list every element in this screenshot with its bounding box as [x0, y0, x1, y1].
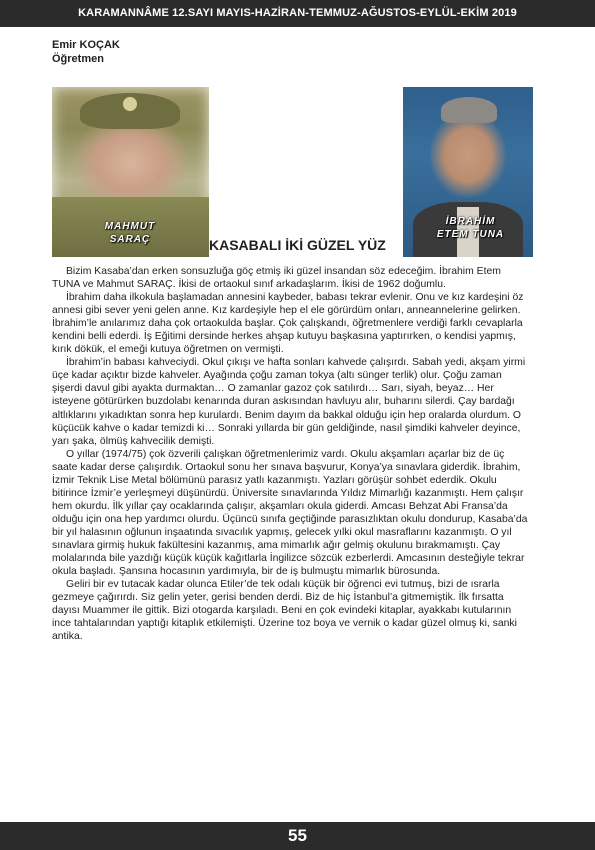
photo-mahmut-sarac: [52, 87, 209, 257]
caption-line: SARAÇ: [109, 234, 151, 245]
caption-line: ETEM TUNA: [436, 229, 505, 240]
caption-line: MAHMUT: [104, 221, 156, 232]
author-name: Emir KOÇAK: [52, 39, 120, 51]
author-role: Öğretmen: [52, 53, 104, 65]
paragraph: İbrahim’in babası kahveciydi. Okul çıkışı ve hafta sonları kahvede çalışırdı. Sabah yedi, akşam yirmi üçe kadar açıktır bizde kahveler. Ayağında çoğu zaman tokya (altı sünger terlik) olur. Çoğu zaman şişerdi davul gibi ayakta durmaktan… O zamanlar gazoz çok satılırdı… Sarı, siyah, beyaz… Her isteyene götürürken buzdolabı kenarında duran askısından havluyu alır, buharını silerdi. Çay bardağı altlıklarını yıkadıktan sonra hep kurulardı. Benim dayım da bakkal olduğu için hep oralarda olurdum. O küçücük kahve o kadar temizdi ki… Sonraki yıllarda bir gün geldiğinde, nasıl şimdiki kahveler deyince, yarı şaka, ölmüş kahvecilik demişti.: [52, 357, 526, 447]
footer-bar: [0, 822, 595, 850]
page-number: 55: [288, 826, 307, 845]
hair: [441, 97, 497, 123]
paragraph: Bizim Kasaba’dan erken sonsuzluğa göç etmiş iki güzel insandan söz edeceğim. İbrahim Etem TUNA ve Mahmut SARAÇ. İkisi de ortaokul sınıf arkadaşlarım. İkisi de 1962 doğumlu.: [52, 266, 501, 291]
paragraph: O yıllar (1974/75) çok özverili çalışkan öğretmenlerimiz vardı. Okulu akşamları açarlar biz de üç saate kadar derse çalışırdık. Ortaokul sonu her sınava başvurur, Konya’ya sınavlara giderdik. İbrahim, İzmir Teknik Lise Metal bölümünü parasız yatlı kazanmıştı. Yazları görüşür sohbet ederdik. Okulu bitirince İzmir’e yerleşmeyi düşünürdü. Üniversite sınavlarında Yıldız Mimarlığı kazanmıştı. Hem çalışır hem okurdu. İlk yıllar çay ocaklarında çalışır, akşamları okula giderdi. Amcası Behzat Abi Fransa’da olduğu için ona hep yardımcı olurdu. Üçüncü sınıfa geçtiğinde parasızlıktan okulu dondurup, Kasaba’da bir yıl halasının oğlunun inşaatında sıvacılık yapmış, gelecek yılki okul masraflarını kazanmıştı. O yıl sınavlara girmiş hukuk fakültesini kazanmış, ama mimarlık ağır gelmiş okulunu bırakmamıştı. Çay molalarında bile yazdığı küçük küçük kağıtlarla İngilizce sözcük ezberlerdi. Amcasının desteğiyle tekrar okula başladı. Şansına hocasının yardımıyla, bir de iş bulmuştu mimarlık bürosunda.: [52, 448, 528, 578]
photo-caption-left: [90, 220, 170, 246]
header-bar: [0, 0, 595, 27]
article-body: [52, 265, 528, 643]
magazine-header: KARAMANNÂME 12.SAYI MAYIS-HAZİRAN-TEMMUZ-AĞUSTOS-EYLÜL-EKİM 2019: [78, 7, 517, 19]
article-title: KASABALI İKİ GÜZEL YÜZ: [209, 237, 386, 253]
photo-caption-right: [428, 215, 513, 241]
paragraph: Geliri bir ev tutacak kadar olunca Etiler’de tek odalı küçük bir öğrenci evi tutmuş, bizi de ısrarla gezmeye çağırırdı. Siz gelin yeter, gerisi benden derdi. Biz de hiç İstanbul’a gitmemiştik. İlk fırsatta dayısı Muammer ile gittik. Bizi otogarda karşıladı. Beni en çok evindeki kitaplar, ayakkabı kutularının ince tahtalarından yaptığı kitaplık etkilemişti. Üzerine toz boya ve vernik o kadar güzel olmuş ki, sanki antika.: [52, 579, 517, 643]
photo-ibrahim-etem-tuna: [403, 87, 533, 257]
paragraph: İbrahim daha ilkokula başlamadan annesini kaybeder, babası tekrar evlenir. Onu ve kız kardeşini öz annesi gibi sever yeni gelen anne. Kız kardeşiyle hep el ele görürdüm onları, anneannelerine gelirken. İbrahim’le anılarımız daha çok ortaokulda başlar. Çok çalışkandı, öğretmenlere verdiği farklı cevaplarla kendini belli ederdi. İş Eğitimi dersinde herkes ahşap kutuyu başkasına yaptırırken, o kendisi yapmış, kırık dökük, el emeği kutuya öğretmen on vermişti.: [52, 292, 524, 356]
caption-line: İBRAHİM: [445, 216, 496, 227]
author-block: [52, 38, 120, 66]
cap-badge-icon: [123, 97, 137, 111]
